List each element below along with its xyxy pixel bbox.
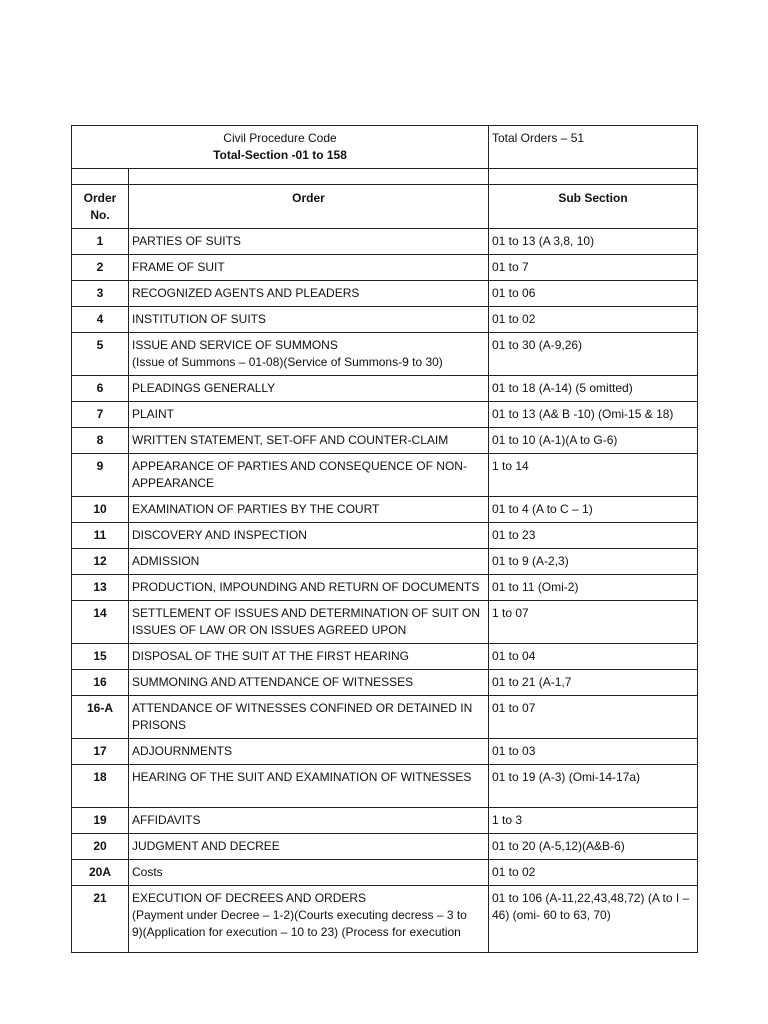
order-name [129, 860, 489, 886]
total-orders-cell [489, 126, 698, 169]
table-row [72, 255, 698, 281]
order-name-line: PRISONS [132, 718, 187, 732]
order-name-line: DISCOVERY AND INSPECTION [132, 528, 307, 542]
table-row [72, 497, 698, 523]
order-number: 18 [72, 765, 129, 808]
sub-section: 01 to 06 [489, 281, 698, 307]
column-header-row [72, 185, 698, 229]
cpc-orders-table [71, 125, 698, 953]
order-header: Order [129, 185, 489, 229]
table-row [72, 307, 698, 333]
order-name-line: DISPOSAL OF THE SUIT AT THE FIRST HEARING [132, 649, 409, 663]
table-row [72, 523, 698, 549]
order-name-line: (Payment under Decree – 1-2)(Courts executing decress – 3 to [132, 908, 467, 922]
order-name-line: APPEARANCE OF PARTIES AND CONSEQUENCE OF NON- [132, 459, 467, 473]
order-number: 14 [72, 601, 129, 644]
order-name-line: PLAINT [132, 407, 175, 421]
order-number: 21 [72, 886, 129, 953]
order-name [129, 670, 489, 696]
sub-section: 01 to 18 (A-14) (5 omitted) [489, 376, 698, 402]
table-row [72, 549, 698, 575]
sub-section: 01 to 02 [489, 860, 698, 886]
order-name-line: ADJOURNMENTS [132, 744, 233, 758]
order-number: 4 [72, 307, 129, 333]
order-name [129, 549, 489, 575]
sub-section: 1 to 07 [489, 601, 698, 644]
sub-section: 01 to 02 [489, 307, 698, 333]
order-name-line: APPEARANCE [132, 476, 215, 490]
title-cell [72, 126, 489, 169]
order-name-line: PARTIES OF SUITS [132, 234, 241, 248]
table-row [72, 765, 698, 808]
order-name-line: RECOGNIZED AGENTS AND PLEADERS [132, 286, 360, 300]
table-row [72, 601, 698, 644]
sub-section: 01 to 11 (Omi-2) [489, 575, 698, 601]
order-number: 1 [72, 229, 129, 255]
sub-section: 1 to 3 [489, 808, 698, 834]
table-body [72, 126, 698, 953]
order-name [129, 834, 489, 860]
sub-section: 01 to 13 (A 3,8, 10) [489, 229, 698, 255]
order-no-header-line2: No. [90, 208, 110, 222]
order-name [129, 886, 489, 953]
order-name-line: PRODUCTION, IMPOUNDING AND RETURN OF DOCUMENTS [132, 580, 480, 594]
sub-section: 01 to 30 (A-9,26) [489, 333, 698, 376]
order-name [129, 229, 489, 255]
order-name [129, 281, 489, 307]
table-row [72, 376, 698, 402]
order-number: 13 [72, 575, 129, 601]
table-row [72, 428, 698, 454]
order-name-line: PLEADINGS GENERALLY [132, 381, 276, 395]
table-row [72, 402, 698, 428]
sub-section: 01 to 03 [489, 739, 698, 765]
sub-section: 01 to 106 (A-11,22,43,48,72) (A to I – 46) (omi- 60 to 63, 70) [489, 886, 698, 953]
order-name-line: WRITTEN STATEMENT, SET-OFF AND COUNTER-CLAIM [132, 433, 449, 447]
order-name [129, 376, 489, 402]
order-name-line: SUMMONING AND ATTENDANCE OF WITNESSES [132, 675, 414, 689]
sub-section-header: Sub Section [489, 185, 698, 229]
order-name [129, 644, 489, 670]
table-row [72, 808, 698, 834]
sub-section: 01 to 21 (A-1,7 [489, 670, 698, 696]
sub-section: 01 to 10 (A-1)(A to G-6) [489, 428, 698, 454]
order-number: 7 [72, 402, 129, 428]
spacer-row [72, 169, 698, 185]
order-number: 20A [72, 860, 129, 886]
order-name [129, 696, 489, 739]
order-name [129, 523, 489, 549]
table-row [72, 454, 698, 497]
sub-section: 01 to 13 (A& B -10) (Omi-15 & 18) [489, 402, 698, 428]
total-orders: Total Orders – 51 [492, 131, 585, 145]
order-number: 12 [72, 549, 129, 575]
order-name-line: EXECUTION OF DECREES AND ORDERS [132, 891, 367, 905]
order-name-line: ADMISSION [132, 554, 200, 568]
order-name-line: SETTLEMENT OF ISSUES AND DETERMINATION OF SUIT ON [132, 606, 481, 620]
order-number: 5 [72, 333, 129, 376]
order-number: 19 [72, 808, 129, 834]
order-name-line: INSTITUTION OF SUITS [132, 312, 266, 326]
order-name [129, 428, 489, 454]
table-row [72, 834, 698, 860]
order-number: 8 [72, 428, 129, 454]
table-row [72, 670, 698, 696]
order-name [129, 307, 489, 333]
order-name [129, 454, 489, 497]
order-number: 11 [72, 523, 129, 549]
order-name-line: JUDGMENT AND DECREE [132, 839, 280, 853]
table-row [72, 229, 698, 255]
order-number: 3 [72, 281, 129, 307]
order-name [129, 255, 489, 281]
sub-section: 01 to 19 (A-3) (Omi-14-17a) [489, 765, 698, 808]
order-name-line: AFFIDAVITS [132, 813, 201, 827]
order-name [129, 497, 489, 523]
order-name-line: Costs [132, 865, 163, 879]
table-row [72, 644, 698, 670]
order-number: 9 [72, 454, 129, 497]
order-name-line: ISSUE AND SERVICE OF SUMMONS [132, 338, 338, 352]
order-name [129, 739, 489, 765]
empty-cell [129, 169, 489, 185]
sub-section: 01 to 20 (A-5,12)(A&B-6) [489, 834, 698, 860]
sub-section: 01 to 04 [489, 644, 698, 670]
order-number: 6 [72, 376, 129, 402]
sub-section: 01 to 07 [489, 696, 698, 739]
order-name [129, 402, 489, 428]
order-number: 16 [72, 670, 129, 696]
sub-section: 1 to 14 [489, 454, 698, 497]
empty-cell [72, 169, 129, 185]
order-name [129, 601, 489, 644]
order-name [129, 333, 489, 376]
order-name-line: 9)(Application for execution – 10 to 23) (Process for execution [132, 925, 461, 939]
order-name [129, 765, 489, 808]
table-row [72, 281, 698, 307]
table-row [72, 739, 698, 765]
empty-cell [489, 169, 698, 185]
order-number: 20 [72, 834, 129, 860]
sub-section: 01 to 4 (A to C – 1) [489, 497, 698, 523]
order-name [129, 575, 489, 601]
order-name-line: FRAME OF SUIT [132, 260, 225, 274]
total-sections: Total-Section -01 to 158 [213, 148, 347, 162]
order-name-line: ISSUES OF LAW OR ON ISSUES AGREED UPON [132, 623, 407, 637]
order-number: 2 [72, 255, 129, 281]
order-no-header [72, 185, 129, 229]
order-no-header-line1: Order [83, 191, 117, 205]
table-row [72, 333, 698, 376]
order-name-line: ATTENDANCE OF WITNESSES CONFINED OR DETAINED IN [132, 701, 473, 715]
title-row [72, 126, 698, 169]
table-row [72, 575, 698, 601]
order-name-line: (Issue of Summons – 01-08)(Service of Summons-9 to 30) [132, 355, 443, 369]
order-number: 17 [72, 739, 129, 765]
sub-section: 01 to 7 [489, 255, 698, 281]
order-number: 15 [72, 644, 129, 670]
order-name [129, 808, 489, 834]
table-row [72, 696, 698, 739]
table-row [72, 860, 698, 886]
table-row [72, 886, 698, 953]
order-name-line: HEARING OF THE SUIT AND EXAMINATION OF WITNESSES [132, 770, 472, 784]
order-number: 10 [72, 497, 129, 523]
order-number: 16-A [72, 696, 129, 739]
document-title: Civil Procedure Code [223, 131, 337, 145]
sub-section: 01 to 23 [489, 523, 698, 549]
order-name-line: EXAMINATION OF PARTIES BY THE COURT [132, 502, 380, 516]
sub-section: 01 to 9 (A-2,3) [489, 549, 698, 575]
